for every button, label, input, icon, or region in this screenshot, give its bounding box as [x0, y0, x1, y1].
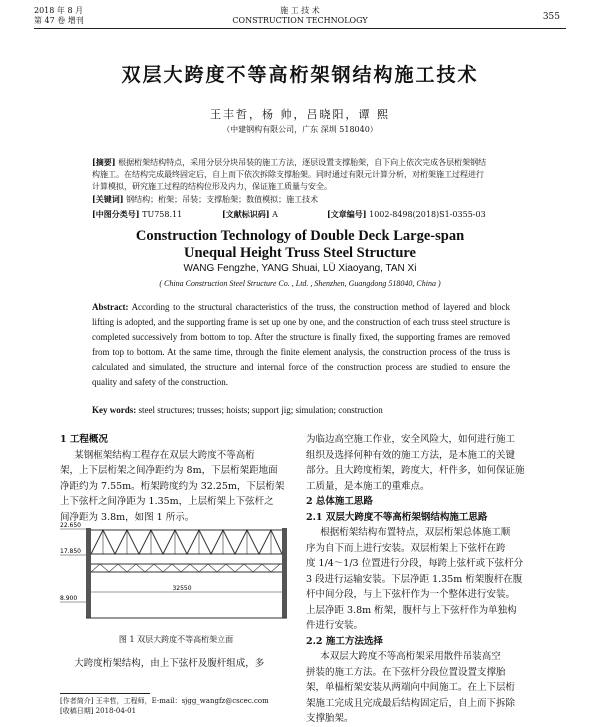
footnote-received: [收稿日期] 2018-04-01: [60, 707, 137, 715]
body-line: 间净距为 3.8m，如图 1 所示。: [60, 511, 195, 523]
abstract-cn-line: 构施工。在结构完成最终固定后，自上而下依次拆除支撑胎架。同时通过有限元计算分析，对桁架施工过程进行: [92, 170, 484, 179]
body-line: 序为自下而上进行安装。双层桁架上下弦杆在跨: [306, 542, 506, 554]
body-line: 工质量，是本施工的重难点。: [306, 480, 430, 492]
section-2-1-heading: 2.1 双层大跨度不等高桁架钢结构施工思路: [306, 511, 488, 523]
body-line: 拼装的施工方法。在下弦杆分段位置设置支撑胎: [306, 666, 506, 678]
body-line: 架，单榀桁架安装从两端向中间施工。在上下层桁: [306, 682, 516, 693]
body-line: 件进行安装。: [306, 620, 364, 631]
body-line: 大跨度桁架结构，由上下弦杆及腹杆组成，多: [74, 658, 265, 669]
body-line: 某钢框架结构工程存在双层大跨度不等高桁: [74, 449, 255, 461]
elevation-label-bottom: 8.900: [60, 595, 78, 602]
keywords-en-label: Key words:: [92, 405, 137, 415]
upper-truss: [91, 530, 282, 554]
abstract-en-text: According to the structural characteristics of the truss, the construction method of layered and block lifting is adopted, and the supporting frame is set up one by one, and the construction of each truss steel structure is completed successively from bottom to top. After the structure is finally fixed, the supporting frames are removed from top to bottom. At the same time, through the finite element analysis, the construction process of the truss is calculated and simulated, the structure and internal force of the construction process are studied to ensure the quality and safety of the construction.: [92, 302, 510, 387]
span-dimension-label: 32550: [172, 585, 192, 592]
body-line: 部分。且大跨度桁架，跨度大，杆件多，如何保证施: [306, 465, 525, 476]
body-line: 度 1/4～1/3 位置进行分段，每跨上弦杆或下弦杆分: [306, 558, 524, 569]
journal-name-en: CONSTRUCTION TECHNOLOGY: [232, 16, 368, 25]
paper-title-en-line2: Unequal Height Truss Steel Structure: [183, 245, 416, 261]
abstract-cn: [92, 156, 510, 206]
keywords-en: [92, 405, 510, 415]
header-rule: [34, 28, 566, 29]
truss-elevation-figure: [60, 520, 292, 620]
clc-label: [中图分类号]: [92, 209, 140, 219]
right-column: [306, 432, 544, 727]
article-label: [文章编号]: [327, 209, 367, 219]
lower-truss: [91, 564, 282, 572]
body-line: 架施工完成且完成最后结构固定后，自上而下拆除: [306, 697, 516, 709]
left-column-tail: [60, 656, 292, 672]
abstract-cn-line: 根据桁架结构特点，采用分层分块吊装的施工方法，逐层设置支撑胎架，自下向上依次完成各层桁架钢结: [118, 158, 487, 167]
body-line: 架，上下层桁架之间净距约为 8m，下层桁架距地面: [60, 465, 278, 476]
keywords-en-text: steel structures; trusses; hoists; support jig; simulation; construction: [138, 405, 383, 415]
affiliation-en: ( China Construction Steel Structure Co. , Ltd. , Shenzhen, Guangdong 518040, China ): [159, 279, 441, 288]
left-column: [60, 432, 292, 525]
body-line: 上下弦杆之间净距为 1.35m，上层桁架上下弦杆之: [60, 496, 274, 507]
body-line: 组织及选择何种有效的施工方法，是本施工的关键: [306, 449, 516, 461]
doc-label: [文献标识码]: [222, 209, 270, 219]
article-number: 1002-8498(2018)S1-0355-03: [369, 210, 486, 219]
right-column-support: [282, 528, 287, 618]
body-line: 为临边高空施工作业，安全风险大，如何进行施工: [306, 434, 516, 445]
clc-code: TU758.11: [142, 210, 183, 219]
body-line: 支撑胎架。: [306, 713, 354, 724]
paper-title-en-line1: Construction Technology of Double Deck Large-span: [135, 228, 465, 244]
paper-title-cn: 双层大跨度不等高桁架钢结构施工技术: [121, 64, 479, 86]
section-2-heading: 2 总体施工思路: [306, 496, 373, 507]
body-line: 3 段进行运输安装。下层净距 1.35m 桁架腹杆在腹: [306, 573, 523, 585]
section-2-2-heading: 2.2 施工方法选择: [306, 635, 383, 647]
abstract-cn-label: [摘要]: [92, 157, 116, 167]
figure-1-caption: 图 1 双层大跨度不等高桁架立面: [118, 635, 234, 644]
doc-code: A: [272, 210, 278, 219]
authors-cn: 王丰哲，杨 帅，吕晓阳，谭 熙: [210, 108, 390, 121]
keywords-cn-label: [关键词]: [92, 194, 124, 204]
footnote-rule: [60, 693, 150, 694]
body-line: 本双层大跨度不等高桁架采用散件吊装高空: [320, 651, 501, 662]
elevation-label-mid: 17.850: [60, 548, 81, 555]
affiliation-cn: （中建钢构有限公司，广东 深圳 518040）: [222, 125, 378, 134]
journal-name-cn: 施 工 技 术: [280, 6, 320, 15]
section-1-heading: 1 工程概况: [60, 434, 108, 445]
abstract-en: [92, 300, 510, 390]
elevation-label-top: 22.650: [60, 522, 81, 529]
classification-row: [92, 209, 510, 220]
authors-en: WANG Fengzhe, YANG Shuai, LÜ Xiaoyang, TAN Xi: [183, 263, 417, 274]
body-line: 根据桁架结构布置特点，双层桁架总体施工顺: [320, 527, 511, 538]
body-line: 杆中间分段，与上下弦杆作为一个整体进行安装。: [306, 589, 516, 600]
keywords-cn: 钢结构；桁架；吊装；支撑胎架；数值模拟；施工技术: [126, 195, 319, 204]
header-journal: [0, 6, 600, 26]
body-line: 净距约为 7.55m。桁架跨度约为 32.25m，下层桁架: [60, 480, 285, 492]
body-line: 上层净距 3.8m 桁架，腹杆与上下弦杆作为单独构: [306, 604, 517, 616]
abstract-cn-line: 计算模拟，研究施工过程的结构位形及内力，保证施工质量与安全。: [92, 182, 332, 191]
left-column-support: [86, 528, 91, 618]
header-volume: 第 47 卷 增刊: [34, 16, 84, 25]
header-year-month: 2018 年 8 月: [34, 6, 84, 15]
footnote-author: [作者简介] 王丰哲，工程师，E-mail：sjgg_wangfz@cscec.com: [60, 697, 269, 705]
page-number: 355: [542, 12, 560, 22]
abstract-en-label: Abstract:: [92, 302, 129, 312]
